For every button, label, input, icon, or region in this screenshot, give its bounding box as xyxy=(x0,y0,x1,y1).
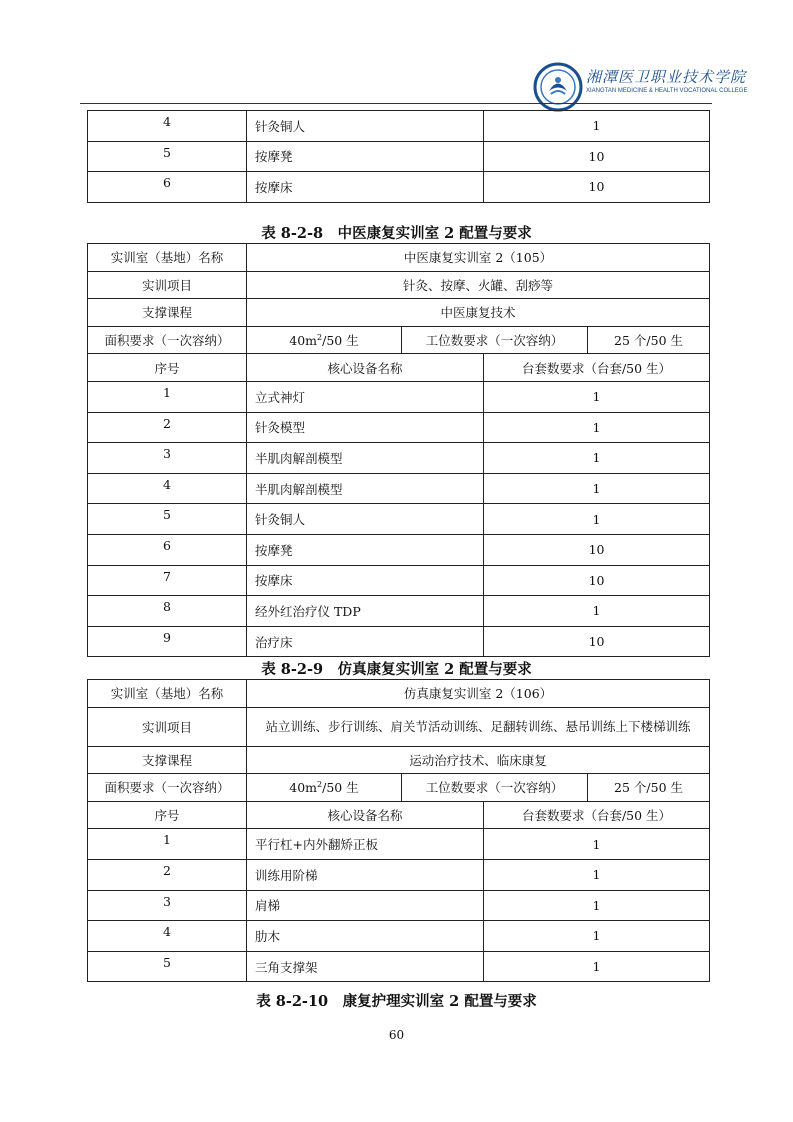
equipment-qty: 1 xyxy=(484,473,710,504)
equipment-name: 半肌肉解剖模型 xyxy=(247,443,484,474)
area-row xyxy=(88,774,710,802)
project-value: 站立训练、步行训练、肩关节活动训练、足翻转训练、悬吊训练上下楼梯训练 xyxy=(247,707,710,746)
table-caption-8-2-10: 表 8-2-10 康复护理实训室 2 配置与要求 xyxy=(256,993,537,1010)
col-header-no: 序号 xyxy=(88,801,247,829)
equipment-qty: 10 xyxy=(484,565,710,596)
table-row xyxy=(88,565,710,596)
school-name-cn: 湘潭医卫职业技术学院 xyxy=(586,68,747,86)
col-header-qty: 台套数要求（台套/50 生） xyxy=(484,801,710,829)
row-number: 9 xyxy=(88,626,247,657)
column-header-row xyxy=(88,354,710,382)
equipment-qty: 1 xyxy=(484,596,710,627)
equipment-qty: 1 xyxy=(484,890,710,921)
table-caption-8-2-9: 表 8-2-9 仿真康复实训室 2 配置与要求 xyxy=(261,661,532,678)
row-number: 8 xyxy=(88,596,247,627)
room-row xyxy=(88,680,710,708)
table-8-2-9 xyxy=(87,679,710,982)
course-value: 运动治疗技术、临床康复 xyxy=(247,746,710,774)
row-number: 2 xyxy=(88,412,247,443)
table-row xyxy=(88,534,710,565)
equipment-qty: 1 xyxy=(484,443,710,474)
table-row xyxy=(88,596,710,627)
table-row xyxy=(88,921,710,952)
table-row xyxy=(88,412,710,443)
room-value: 仿真康复实训室 2（106） xyxy=(247,680,710,708)
equipment-name: 训练用阶梯 xyxy=(247,859,484,890)
equipment-qty: 1 xyxy=(484,951,710,982)
column-header-row xyxy=(88,801,710,829)
room-value: 中医康复实训室 2（105） xyxy=(247,244,710,272)
table-row xyxy=(88,504,710,535)
station-value: 25 个/50 生 xyxy=(588,774,710,802)
equipment-qty: 10 xyxy=(484,141,710,172)
station-value: 25 个/50 生 xyxy=(588,326,710,354)
station-label: 工位数要求（一次容纳） xyxy=(402,774,588,802)
col-header-name: 核心设备名称 xyxy=(247,354,484,382)
table-row xyxy=(88,626,710,657)
area-number: 40m xyxy=(289,780,318,796)
table-continued xyxy=(87,110,710,203)
row-number: 7 xyxy=(88,565,247,596)
course-label: 支撑课程 xyxy=(88,299,247,327)
project-value: 针灸、按摩、火罐、刮痧等 xyxy=(247,271,710,299)
equipment-qty: 1 xyxy=(484,829,710,860)
row-number: 1 xyxy=(88,381,247,412)
equipment-name: 经外红治疗仪 TDP xyxy=(247,596,484,627)
school-logo-icon xyxy=(533,62,583,112)
equipment-qty: 1 xyxy=(484,921,710,952)
table-row xyxy=(88,141,710,172)
row-number: 3 xyxy=(88,890,247,921)
table-row xyxy=(88,951,710,982)
table-8-2-8 xyxy=(87,243,710,657)
page-number: 60 xyxy=(388,1028,405,1042)
station-label: 工位数要求（一次容纳） xyxy=(402,326,588,354)
table-row xyxy=(88,890,710,921)
row-number: 3 xyxy=(88,443,247,474)
col-header-qty: 台套数要求（台套/50 生） xyxy=(484,354,710,382)
room-label: 实训室（基地）名称 xyxy=(88,680,247,708)
row-number: 1 xyxy=(88,829,247,860)
col-header-no: 序号 xyxy=(88,354,247,382)
area-value xyxy=(247,326,402,354)
equipment-name: 肋木 xyxy=(247,921,484,952)
table-row xyxy=(88,381,710,412)
table-row xyxy=(88,473,710,504)
area-suffix: /50 生 xyxy=(322,333,359,349)
course-row xyxy=(88,299,710,327)
project-label: 实训项目 xyxy=(88,707,247,746)
equipment-name: 立式神灯 xyxy=(247,381,484,412)
area-suffix: /50 生 xyxy=(322,780,359,796)
row-number: 5 xyxy=(88,504,247,535)
area-label: 面积要求（一次容纳） xyxy=(88,774,247,802)
equipment-name: 针灸铜人 xyxy=(247,111,484,142)
row-number: 4 xyxy=(88,921,247,952)
course-label: 支撑课程 xyxy=(88,746,247,774)
equipment-name: 半肌肉解剖模型 xyxy=(247,473,484,504)
equipment-qty: 1 xyxy=(484,859,710,890)
equipment-name: 治疗床 xyxy=(247,626,484,657)
project-row xyxy=(88,707,710,746)
table-caption-8-2-8: 表 8-2-8 中医康复实训室 2 配置与要求 xyxy=(261,225,532,242)
equipment-name: 平行杠+内外翻矫正板 xyxy=(247,829,484,860)
row-number: 6 xyxy=(88,534,247,565)
area-value xyxy=(247,774,402,802)
header-divider xyxy=(80,103,712,104)
equipment-name: 按摩凳 xyxy=(247,534,484,565)
equipment-qty: 10 xyxy=(484,626,710,657)
equipment-name: 针灸模型 xyxy=(247,412,484,443)
equipment-name: 按摩床 xyxy=(247,172,484,203)
equipment-qty: 1 xyxy=(484,111,710,142)
equipment-qty: 1 xyxy=(484,504,710,535)
row-number: 6 xyxy=(88,172,247,203)
equipment-qty: 10 xyxy=(484,172,710,203)
row-number: 5 xyxy=(88,951,247,982)
equipment-name: 三角支撑架 xyxy=(247,951,484,982)
equipment-qty: 1 xyxy=(484,412,710,443)
area-row xyxy=(88,326,710,354)
table-row xyxy=(88,829,710,860)
room-row xyxy=(88,244,710,272)
row-number: 4 xyxy=(88,111,247,142)
area-label: 面积要求（一次容纳） xyxy=(88,326,247,354)
area-sup: 2 xyxy=(317,332,323,342)
project-row xyxy=(88,271,710,299)
area-number: 40m xyxy=(289,333,318,349)
table-row xyxy=(88,859,710,890)
table-row xyxy=(88,443,710,474)
area-sup: 2 xyxy=(317,780,323,790)
equipment-name: 肩梯 xyxy=(247,890,484,921)
course-row xyxy=(88,746,710,774)
row-number: 2 xyxy=(88,859,247,890)
page-header xyxy=(0,0,793,112)
row-number: 4 xyxy=(88,473,247,504)
row-number: 5 xyxy=(88,141,247,172)
school-name-en: XIANGTAN MEDICINE & HEALTH VOCATIONAL COLLEGE xyxy=(586,88,748,94)
project-label: 实训项目 xyxy=(88,271,247,299)
table-row xyxy=(88,172,710,203)
equipment-qty: 10 xyxy=(484,534,710,565)
course-value: 中医康复技术 xyxy=(247,299,710,327)
equipment-name: 针灸铜人 xyxy=(247,504,484,535)
equipment-qty: 1 xyxy=(484,381,710,412)
room-label: 实训室（基地）名称 xyxy=(88,244,247,272)
col-header-name: 核心设备名称 xyxy=(247,801,484,829)
table-row xyxy=(88,111,710,142)
equipment-name: 按摩凳 xyxy=(247,141,484,172)
equipment-name: 按摩床 xyxy=(247,565,484,596)
